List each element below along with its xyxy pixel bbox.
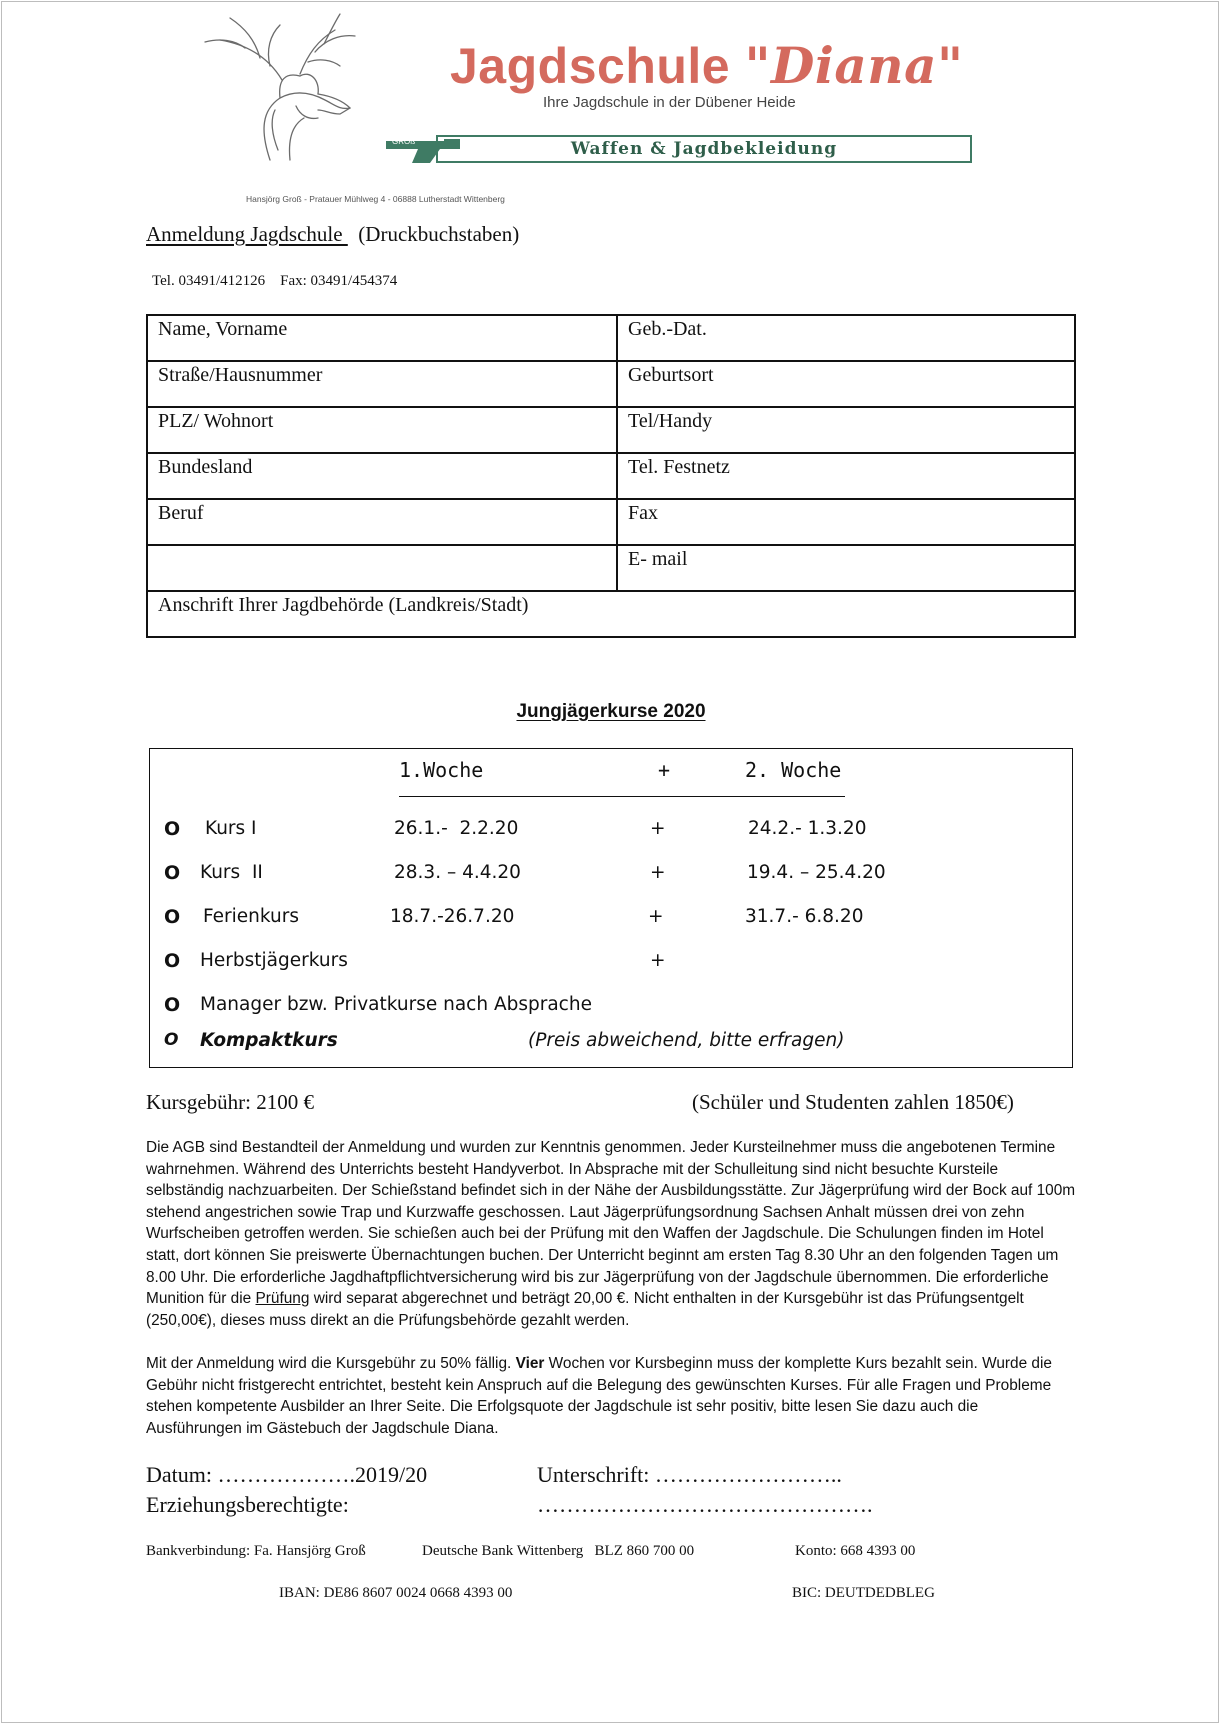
student-fee: (Schüler und Studenten zahlen 1850€) <box>692 1090 1014 1114</box>
bank-bic: BIC: DEUTDEDBLEG <box>792 1585 935 1601</box>
form-row <box>147 315 1075 361</box>
course-plus: + <box>648 906 664 927</box>
form-row <box>147 453 1075 499</box>
terms-text: Die AGB sind Bestandteil der Anmeldung und wurden zur Kenntnis genommen. Jeder Kursteilnehmer muss die angebotenen Termine wahrnehmen. Während des Unterrichts besteht Handyverbot. In Absprache mit der Schulleitung sind nicht besuchte Kursteile selbständig nachzuarbeiten. Der Schießstand befindet sich in der Nähe der Ausbildungsstätte. Zur Jägerprüfung wird der Bock auf 100m stehend angestrichen sowie Trap und Kurzwaffe geschossen. Laut Jägerprüfungsordnung Sachsen Anhalt müssen drei von zehn Wurfscheiben getroffen werden. Sie schießen auch bei der Prüfung mit den Waffen der Jagdschule. Die Schulungen finden im Hotel statt, dort können Sie preiswerte Übernachtungen buchen. Der Unterricht beginnt am ersten Tag 8.30 Uhr an den folgenden Tagen um 8.00 Uhr. Die erforderliche Jagdhaftpflichtversicherung wird bis zur Jägerprüfung von der Jagdschule übernommen. Die erforderliche Munition für die <box>146 1139 1076 1308</box>
banner-text: Waffen & Jagdbekleidung <box>570 139 838 159</box>
registration-title <box>146 222 519 247</box>
school-name-diana: "Diana" <box>744 36 964 95</box>
course-plus: + <box>650 950 666 971</box>
birthdate-field[interactable]: Geb.-Dat. <box>617 315 1075 361</box>
checkbox-ferienkurs[interactable]: O <box>164 906 181 928</box>
course-plus: + <box>650 862 666 883</box>
course-name: Kurs I <box>205 818 257 839</box>
course-week2: 31.7.- 6.8.20 <box>745 906 864 927</box>
form-row <box>147 407 1075 453</box>
course-name: Herbstjägerkurs <box>200 950 348 971</box>
pistol-badge-text: GROß <box>392 137 416 146</box>
birthplace-field[interactable]: Geburtsort <box>617 361 1075 407</box>
school-title <box>450 36 964 95</box>
signature-line[interactable]: Unterschrift: …………………….. <box>537 1462 842 1487</box>
course-week1: 28.3. – 4.4.20 <box>394 862 521 883</box>
bank-iban: IBAN: DE86 8607 0024 0668 4393 00 <box>279 1585 513 1601</box>
street-field[interactable]: Straße/Hausnummer <box>147 361 617 407</box>
authority-field[interactable]: Anschrift Ihrer Jagdbehörde (Landkreis/Stadt) <box>147 591 1075 637</box>
course-week2: 24.2.- 1.3.20 <box>748 818 867 839</box>
checkbox-kurs-1[interactable]: O <box>164 818 181 840</box>
name-field[interactable]: Name, Vorname <box>147 315 617 361</box>
course-plus: + <box>650 818 666 839</box>
registration-note: (Druckbuchstaben) <box>358 222 520 246</box>
payment-bold: Vier <box>515 1355 545 1372</box>
terms-paragraph <box>146 1137 1076 1331</box>
course-week2: 19.4. – 25.4.20 <box>747 862 886 883</box>
contact-line: Tel. 03491/412126 Fax: 03491/454374 <box>152 273 398 289</box>
mobile-field[interactable]: Tel/Handy <box>617 407 1075 453</box>
guardian-signature-line[interactable]: ………………………………………. <box>537 1492 873 1517</box>
pruefung-link[interactable]: Prüfung <box>255 1290 310 1308</box>
terms-text: wird separat abgerechnet und beträgt 20,00 €. Nicht enthalten in der Kursgebühr ist das Prüfungsentgelt (250,00€), dieses muss direkt an die Prüfungsbehörde gezahlt werden. <box>146 1290 1024 1329</box>
course-week1: 18.7.-26.7.20 <box>390 906 515 927</box>
checkbox-kompaktkurs[interactable]: O <box>164 1030 179 1050</box>
course-fee: Kursgebühr: 2100 € <box>146 1090 314 1114</box>
payment-text: Mit der Anmeldung wird die Kursgebühr zu 50% fällig. <box>146 1355 516 1372</box>
checkbox-kurs-2[interactable]: O <box>164 862 181 884</box>
checkbox-herbstkurs[interactable]: O <box>164 950 181 972</box>
landline-field[interactable]: Tel. Festnetz <box>617 453 1075 499</box>
course-name: Kurs II <box>200 862 263 883</box>
form-row <box>147 499 1075 545</box>
form-row <box>147 361 1075 407</box>
compact-course-name: Kompaktkurs <box>200 1030 338 1051</box>
plus-header: + <box>658 758 671 782</box>
email-field[interactable]: E- mail <box>617 545 1075 591</box>
registration-form <box>146 314 1076 638</box>
payment-text: Wochen vor Kursbeginn muss der komplette Kurs bezahlt sein. Wurde die Gebühr nicht fristgerecht entrichtet, besteht kein Anspruch auf die Belegung des gewünschten Kurses. Für alle Fragen und Probleme stehen kompetente Ausbilder an Ihrer Seite. Die Erfolgsquote der Jagdschule ist sehr positiv, bitte lesen Sie dazu auch die Ausführungen im Gästebuch der Jagdschule Diana. <box>146 1355 1052 1437</box>
guardian-label: Erziehungsberechtigte: <box>146 1492 349 1517</box>
course-week1: 26.1.- 2.2.20 <box>394 818 519 839</box>
courses-heading <box>0 701 1222 723</box>
week1-header: 1.Woche <box>399 758 484 782</box>
blank-field[interactable] <box>147 545 617 591</box>
registration-title-text: Anmeldung Jagdschule <box>146 222 348 246</box>
compact-course-note: (Preis abweichend, bitte erfragen) <box>528 1030 845 1051</box>
profession-field[interactable]: Beruf <box>147 499 617 545</box>
courses-heading-text: Jungjägerkurse 2020 <box>516 701 706 722</box>
form-row <box>147 591 1075 637</box>
payment-paragraph <box>146 1353 1076 1439</box>
form-row <box>147 545 1075 591</box>
course-name: Ferienkurs <box>203 906 299 927</box>
bank-name: Deutsche Bank Wittenberg BLZ 860 700 00 <box>422 1543 695 1559</box>
week2-header: 2. Woche <box>745 758 842 782</box>
stag-head-logo <box>200 10 380 170</box>
week-header-underline <box>399 796 845 797</box>
bank-label: Bankverbindung: Fa. Hansjörg Groß <box>146 1543 366 1559</box>
state-field[interactable]: Bundesland <box>147 453 617 499</box>
course-name: Manager bzw. Privatkurse nach Absprache <box>200 994 592 1015</box>
checkbox-manager[interactable]: O <box>164 994 181 1016</box>
address-line: Hansjörg Groß - Pratauer Mühlweg 4 - 06888 Lutherstadt Wittenberg <box>246 194 505 204</box>
bank-account: Konto: 668 4393 00 <box>795 1543 916 1559</box>
zip-city-field[interactable]: PLZ/ Wohnort <box>147 407 617 453</box>
fax-field[interactable]: Fax <box>617 499 1075 545</box>
school-tagline: Ihre Jagdschule in der Dübener Heide <box>543 94 796 111</box>
school-name-prefix: Jagdschule <box>450 38 745 94</box>
date-line[interactable]: Datum: ……………….2019/20 <box>146 1462 428 1487</box>
